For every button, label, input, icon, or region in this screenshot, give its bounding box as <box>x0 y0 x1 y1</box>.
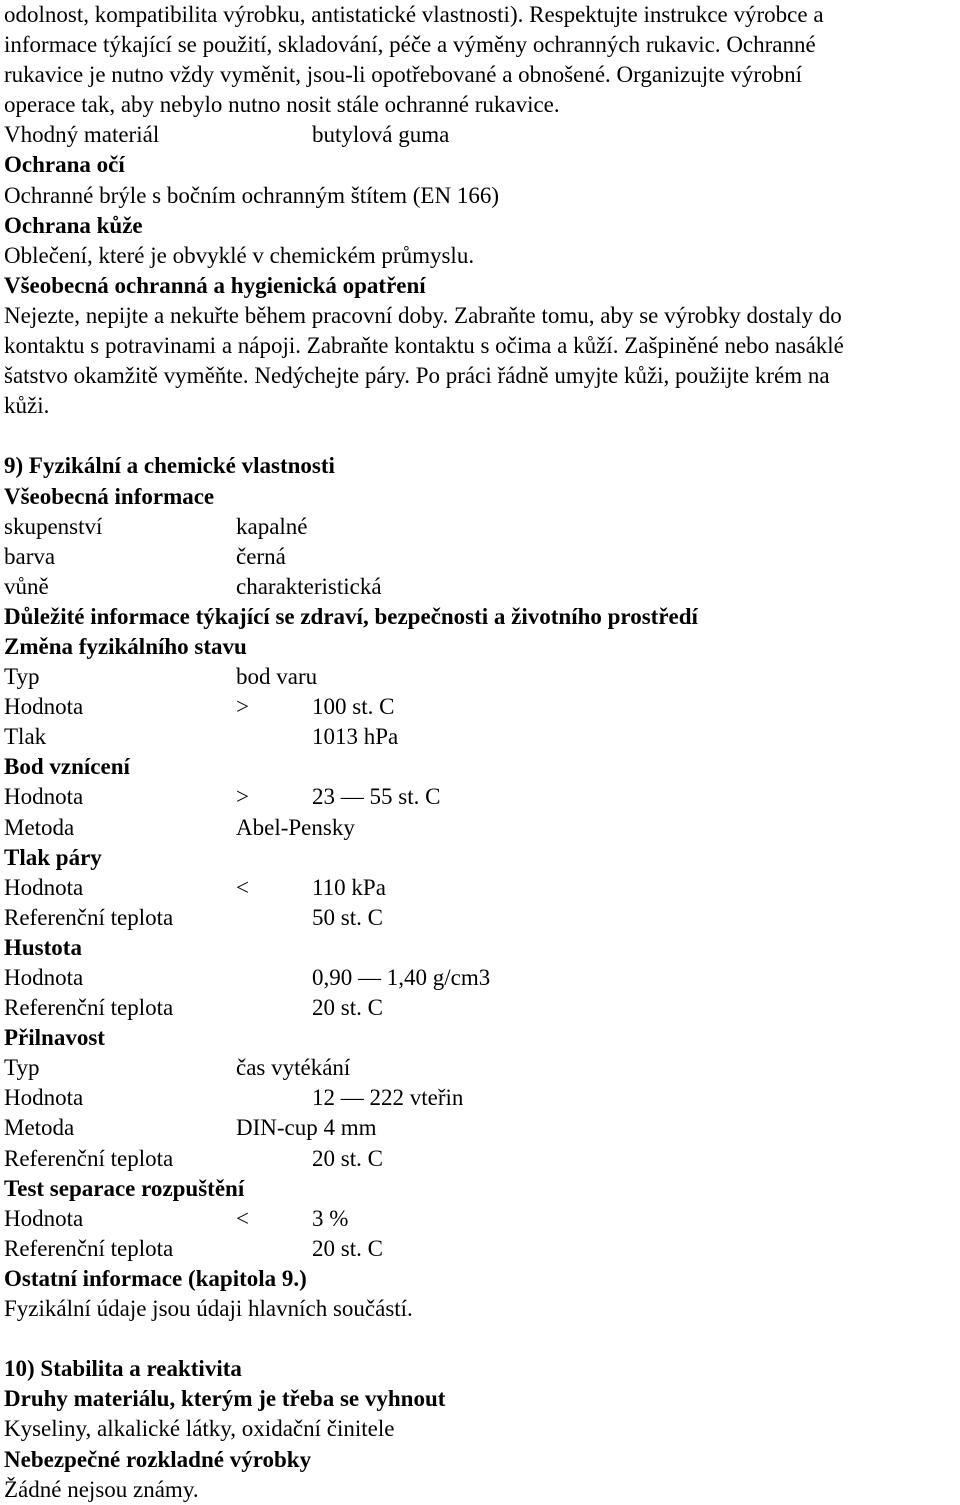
decomposition-text: Žádné nejsou známy. <box>4 1476 199 1502</box>
density-value-row <box>4 963 960 993</box>
row-operator: < <box>236 874 249 900</box>
important-info-heading: Důležité informace týkající se zdraví, bezpečnosti a životního prostředí <box>4 603 698 629</box>
row-value: 100 st. C <box>312 694 395 720</box>
row-label: Referenční teplota <box>4 995 174 1021</box>
row-label: Typ <box>4 664 40 690</box>
property-row-color <box>4 542 960 572</box>
adhesion-value-row <box>4 1083 960 1113</box>
row-label: Hodnota <box>4 1085 84 1111</box>
text-line: rukavice je nutno vždy vyměnit, jsou-li opotřebované a obnošené. Organizujte výrobní <box>4 62 802 88</box>
row-label: Tlak <box>4 724 47 750</box>
row-operator: > <box>236 784 249 810</box>
document-page <box>4 0 960 1505</box>
row-value: bod varu <box>236 664 318 690</box>
state-change-type-row <box>4 662 960 692</box>
row-label: Metoda <box>4 1115 75 1141</box>
adhesion-ref-row <box>4 1144 960 1174</box>
text-line: operace tak, aby nebylo nutno nosit stále ochranné rukavice. <box>4 92 560 118</box>
text-line: kůži. <box>4 393 50 419</box>
row-value: 20 st. C <box>312 1145 383 1171</box>
other-info-heading: Ostatní informace (kapitola 9.) <box>4 1265 307 1291</box>
skin-protection-heading: Ochrana kůže <box>4 212 143 238</box>
separation-value-row <box>4 1204 960 1234</box>
row-value: 12 — 222 vteřin <box>312 1085 464 1111</box>
property-value: kapalné <box>236 513 308 539</box>
general-info-heading: Všeobecná informace <box>4 483 215 509</box>
density-heading: Hustota <box>4 934 82 960</box>
row-label: Hodnota <box>4 784 84 810</box>
avoid-materials-text: Kyseliny, alkalické látky, oxidační činitele <box>4 1416 395 1442</box>
row-value: 20 st. C <box>312 1235 383 1261</box>
text-line: Nejezte, nepijte a nekuřte během pracovní doby. Zabraňte tomu, aby se výrobky dostaly do <box>4 302 842 328</box>
property-row-odor <box>4 572 960 602</box>
adhesion-method-row <box>4 1113 960 1143</box>
row-value: Abel-Pensky <box>236 814 355 840</box>
row-value: 110 kPa <box>312 874 386 900</box>
flash-point-method-row <box>4 813 960 843</box>
adhesion-type-row <box>4 1053 960 1083</box>
row-label: Hodnota <box>4 1205 84 1231</box>
material-label: Vhodný materiál <box>4 122 160 148</box>
vapor-pressure-heading: Tlak páry <box>4 844 102 870</box>
text-line: informace týkající se použití, skladování, péče a výměny ochranných rukavic. Ochranné <box>4 32 816 58</box>
row-value: 50 st. C <box>312 904 383 930</box>
row-value: 3 % <box>312 1205 349 1231</box>
density-ref-row <box>4 993 960 1023</box>
eye-protection-text: Ochranné brýle s bočním ochranným štítem (EN 166) <box>4 182 500 208</box>
text-line: kontaktu s potravinami a nápoji. Zabraňte kontaktu s očima a kůží. Zašpiněné nebo nasáklé <box>4 333 844 359</box>
state-change-heading: Změna fyzikálního stavu <box>4 633 247 659</box>
row-label: Hodnota <box>4 874 84 900</box>
material-value: butylová guma <box>312 122 450 148</box>
property-value: černá <box>236 543 286 569</box>
avoid-materials-heading: Druhy materiálu, kterým je třeba se vyhnout <box>4 1386 446 1412</box>
row-label: Metoda <box>4 814 75 840</box>
vapor-pressure-value-row <box>4 873 960 903</box>
row-label: Hodnota <box>4 694 84 720</box>
row-label: Hodnota <box>4 965 84 990</box>
row-value: čas vytékání <box>236 1055 351 1081</box>
vapor-pressure-ref-row <box>4 903 960 933</box>
text-line: odolnost, kompatibilita výrobku, antistatické vlastnosti). Respektujte instrukce výrobce a <box>4 2 824 27</box>
separation-ref-row <box>4 1234 960 1264</box>
section-9-title: 9) Fyzikální a chemické vlastnosti <box>4 453 335 479</box>
flash-point-heading: Bod vznícení <box>4 754 130 780</box>
material-row <box>4 120 960 150</box>
property-value: charakteristická <box>236 573 382 599</box>
decomposition-heading: Nebezpečné rozkladné výrobky <box>4 1446 312 1472</box>
text-line: šatstvo okamžitě vyměňte. Nedýchejte páry. Po práci řádně umyjte kůži, použijte krém na <box>4 363 830 389</box>
adhesion-heading: Přilnavost <box>4 1025 105 1051</box>
row-value: 23 — 55 st. C <box>312 784 441 810</box>
row-label: Referenční teplota <box>4 1235 174 1261</box>
row-label: Typ <box>4 1055 40 1081</box>
property-label: barva <box>4 543 56 569</box>
row-operator: < <box>236 1205 249 1231</box>
property-label: vůně <box>4 573 49 599</box>
hygiene-text <box>4 301 960 421</box>
section-10-title: 10) Stabilita a reaktivita <box>4 1356 242 1382</box>
spacer <box>4 1324 960 1354</box>
row-label: Referenční teplota <box>4 1145 174 1171</box>
state-change-value-row <box>4 692 960 722</box>
eye-protection-heading: Ochrana očí <box>4 152 125 178</box>
state-change-pressure-row <box>4 722 960 752</box>
row-value: 20 st. C <box>312 995 383 1021</box>
other-info-text: Fyzikální údaje jsou údaji hlavních součástí. <box>4 1296 413 1322</box>
row-value: DIN-cup 4 mm <box>236 1115 377 1141</box>
flash-point-value-row <box>4 782 960 812</box>
row-value: 1013 hPa <box>312 724 399 750</box>
skin-protection-text: Oblečení, které je obvyklé v chemickém průmyslu. <box>4 242 475 268</box>
property-label: skupenství <box>4 513 103 539</box>
spacer <box>4 421 960 451</box>
separation-test-heading: Test separace rozpuštění <box>4 1175 245 1201</box>
hygiene-heading: Všeobecná ochranná a hygienická opatření <box>4 272 426 298</box>
row-label: Referenční teplota <box>4 904 174 930</box>
protection-intro <box>4 0 960 120</box>
row-operator: > <box>236 694 249 720</box>
row-value: 0,90 — 1,40 g/cm3 <box>312 965 491 990</box>
property-row-state <box>4 512 960 542</box>
